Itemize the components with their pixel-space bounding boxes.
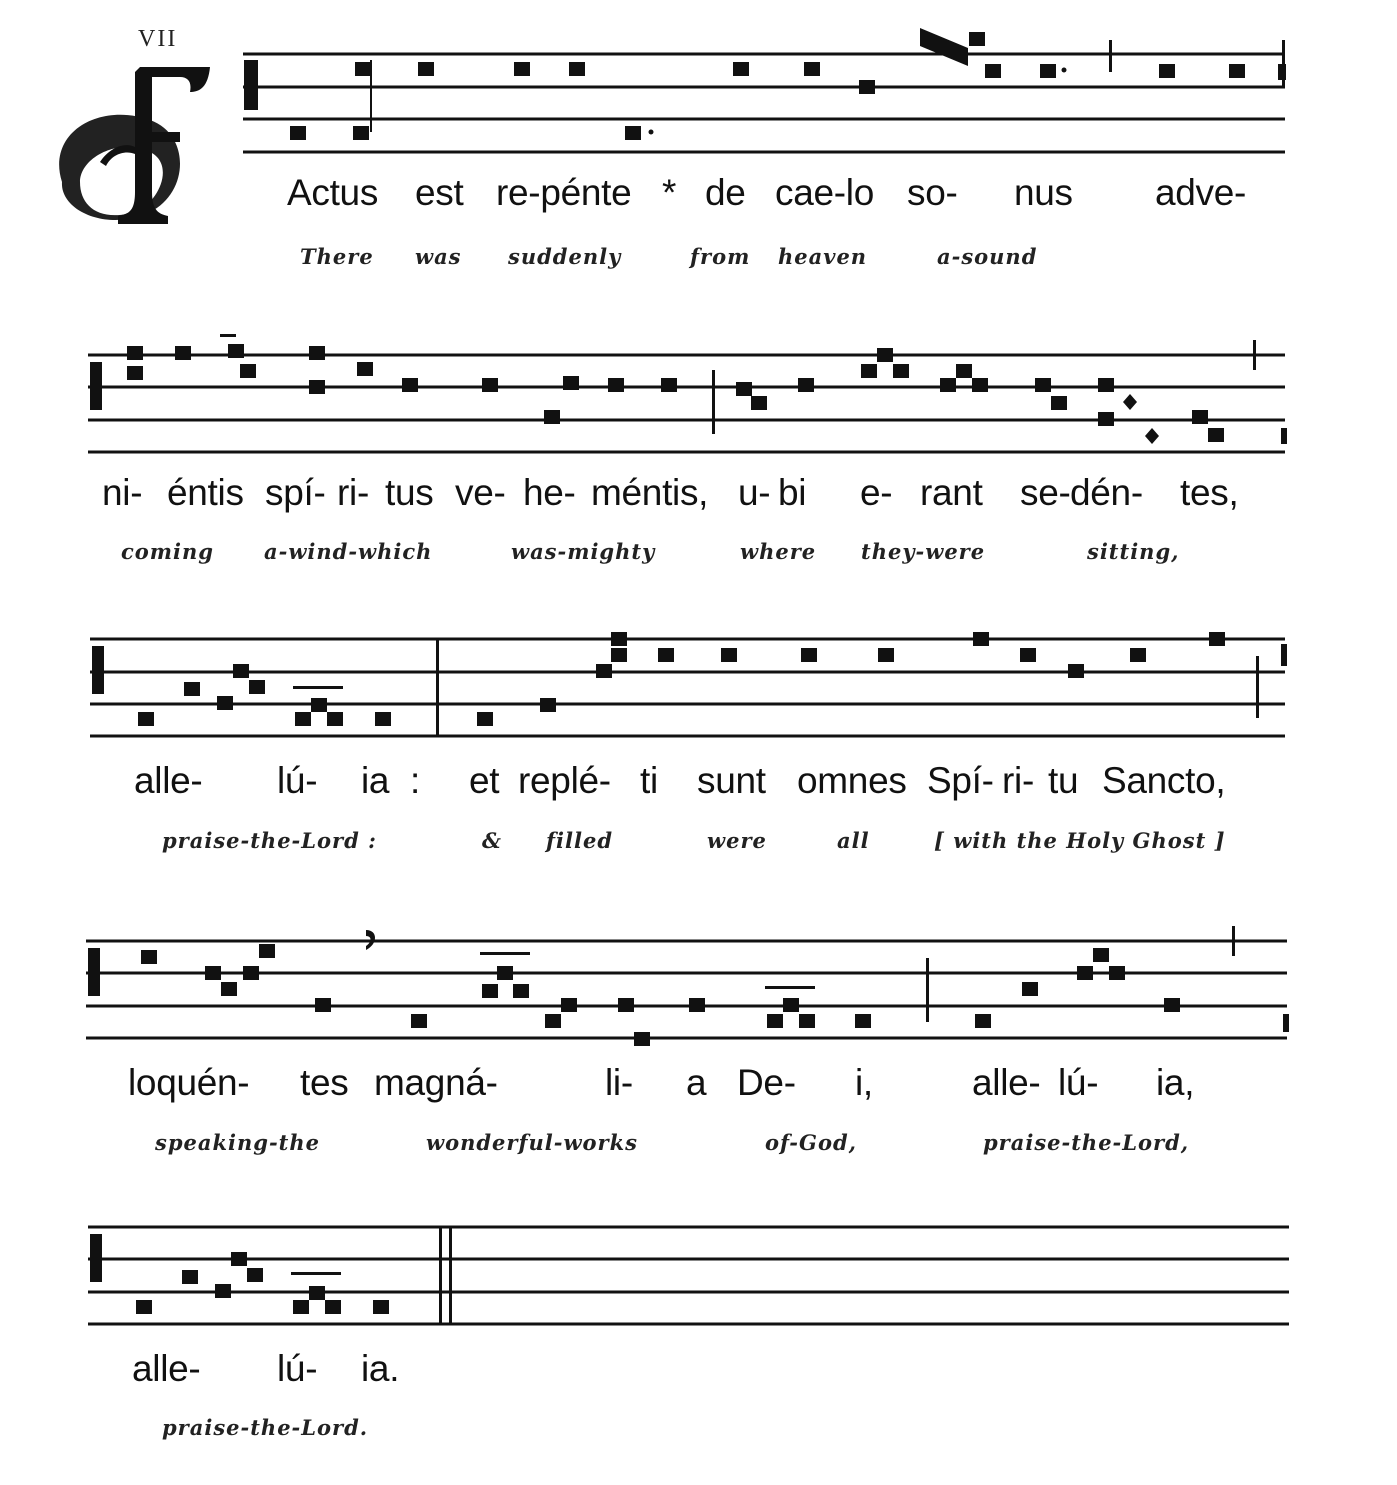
lyric-syllable: alle- [134,760,203,801]
lyric-syllable: replé- [518,760,611,801]
lyric-syllable: loquén- [128,1062,250,1103]
lyric-syllable: dén- [1070,472,1143,513]
mode-number: VII [138,26,178,52]
lyric-syllable: lú- [277,760,318,801]
translation-word: & [482,828,502,853]
lyric-syllable: ri- [1002,760,1034,801]
neumes-2 [90,334,1287,444]
lyric-syllable: Sancto, [1102,760,1226,801]
translation-word: speaking-the [155,1130,320,1155]
lyric-syllable: omnes [797,760,907,801]
lyric-syllable: he- [523,472,576,513]
lyric-syllable: de [705,172,746,213]
neumes-3 [92,632,1287,737]
translation-word: were [707,828,767,853]
translation-word: where [740,539,817,564]
translation-word: was-mighty [511,539,656,564]
lyric-syllable: lú- [277,1348,318,1389]
lyric-syllable: est [415,172,464,213]
translation-word: praise-the-Lord, [983,1130,1190,1155]
decorated-initial-letter [40,62,220,237]
lyric-syllable: : [410,760,420,801]
translation-word: they-were [861,539,986,564]
translation-word: was [415,244,462,269]
neumes-1 [244,28,1286,140]
lyric-syllable: De- [737,1062,796,1103]
lyric-syllable: éntis [167,472,244,513]
lyric-syllable: spí- [265,472,326,513]
staff-5 [88,1227,1289,1324]
translation-word: a-sound [937,244,1038,269]
translation-word: filled [546,828,614,853]
lyric-syllable: ia, [1156,1062,1195,1103]
translation-word: [ with the Holy Ghost ] [934,828,1226,853]
lyric-syllable: i, [855,1062,873,1103]
lyric-syllable: alle- [972,1062,1041,1103]
lyric-syllable: sunt [697,760,766,801]
translation-word: suddenly [508,244,622,269]
translation-word: wonderful-works [426,1130,638,1155]
lyric-syllable: méntis, [591,472,709,513]
lyric-syllable: tu [1048,760,1079,801]
lyric-syllable: cae-lo [775,172,874,213]
staff-1 [243,54,1285,152]
lyric-syllable: tus [385,472,434,513]
translation-word: all [837,828,870,853]
lyric-syllable: li- [605,1062,633,1103]
staff-3 [90,639,1285,736]
translation-word: There [300,244,374,269]
neumes-4 [88,926,1289,1046]
lyric-syllable: alle- [132,1348,201,1389]
lyric-syllable: so- [907,172,958,213]
lyric-syllable: ve- [455,472,506,513]
lyric-syllable: tes [300,1062,349,1103]
lyric-syllable: e- [860,472,893,513]
lyric-syllable: magná- [374,1062,498,1103]
translation-word: sitting, [1087,539,1180,564]
lyric-syllable: ti [640,760,658,801]
translation-word: of-God, [765,1130,857,1155]
translation-word: coming [121,539,214,564]
lyric-syllable: adve- [1155,172,1247,213]
lyric-syllable: tes, [1180,472,1239,513]
lyric-syllable: Actus [287,172,379,213]
translation-word: heaven [778,244,868,269]
lyric-syllable: a [686,1062,707,1103]
lyric-syllable: * [662,172,677,213]
staff-2 [88,355,1285,452]
lyric-syllable: bi [778,472,807,513]
lyric-syllable: se- [1020,472,1071,513]
lyric-syllable: Spí- [927,760,994,801]
lyric-syllable: nus [1014,172,1073,213]
translation-word: praise-the-Lord : [162,828,377,853]
lyric-syllable: u- [738,472,771,513]
lyric-syllable: re-pénte [496,172,632,213]
translation-word: praise-the-Lord. [162,1415,369,1440]
lyric-syllable: et [469,760,500,801]
neumes-5 [90,1227,452,1324]
lyric-syllable: ia. [361,1348,400,1389]
lyric-syllable: rant [920,472,983,513]
translation-word: from [690,244,751,269]
lyric-syllable: ni- [102,472,143,513]
lyric-syllable: ri- [337,472,369,513]
staff-4 [86,941,1287,1038]
lyric-syllable: lú- [1058,1062,1099,1103]
translation-word: a-wind-which [264,539,433,564]
lyric-syllable: ia [361,760,390,801]
